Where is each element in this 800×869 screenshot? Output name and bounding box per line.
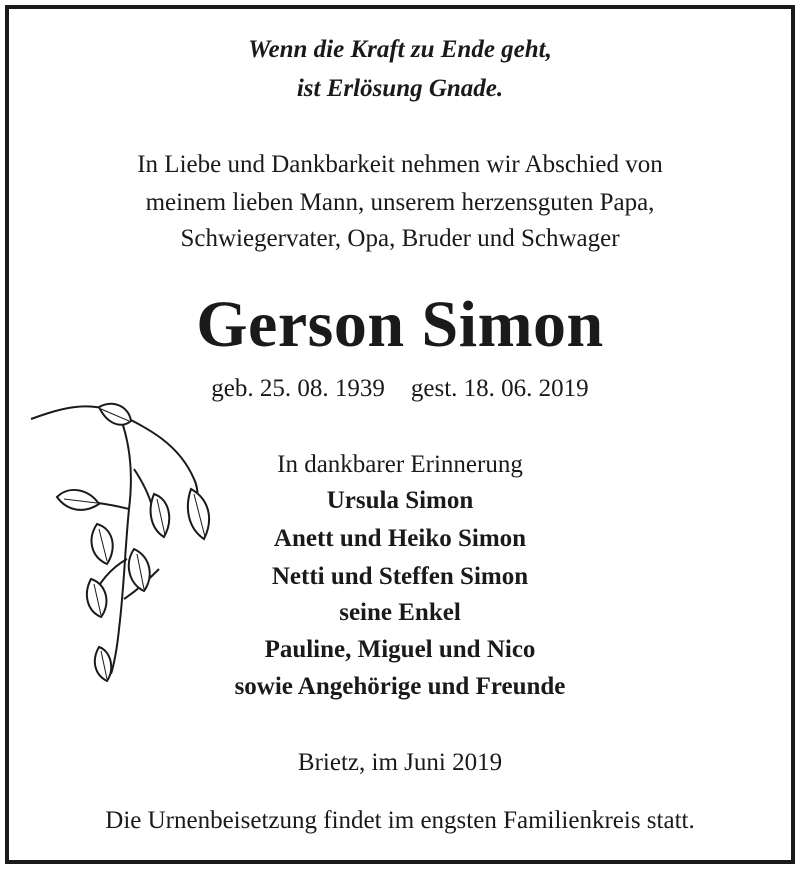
intro-line-2: meinem lieben Mann, unserem herzensguten Papa,: [145, 189, 655, 216]
intro-line-1: In Liebe und Dankbarkeit nehmen wir Abschied von: [137, 151, 663, 178]
mourner-3: Netti und Steffen Simon: [271, 563, 529, 590]
intro-line-3: Schwiegervater, Opa, Bruder und Schwager: [180, 225, 620, 252]
motto-line-2: ist Erlösung Gnade.: [296, 75, 504, 102]
mourner-5: Pauline, Miguel und Nico: [264, 636, 536, 663]
deceased-name: Gerson Simon: [196, 288, 604, 361]
mourner-6: sowie Angehörige und Freunde: [234, 673, 566, 700]
motto-line-1: Wenn die Kraft zu Ende geht,: [248, 36, 552, 63]
obituary-notice: [5, 5, 795, 864]
mourner-2: Anett und Heiko Simon: [273, 525, 527, 552]
remembrance-label: In dankbarer Erinnerung: [277, 451, 523, 478]
mourner-4: seine Enkel: [339, 599, 461, 626]
mourner-1: Ursula Simon: [326, 487, 474, 514]
funeral-note: Die Urnenbeisetzung findet im engsten Familienkreis statt.: [105, 807, 695, 834]
death-date: gest. 18. 06. 2019: [410, 375, 589, 402]
birth-date: geb. 25. 08. 1939: [211, 375, 385, 402]
place-date: Brietz, im Juni 2019: [297, 749, 503, 776]
